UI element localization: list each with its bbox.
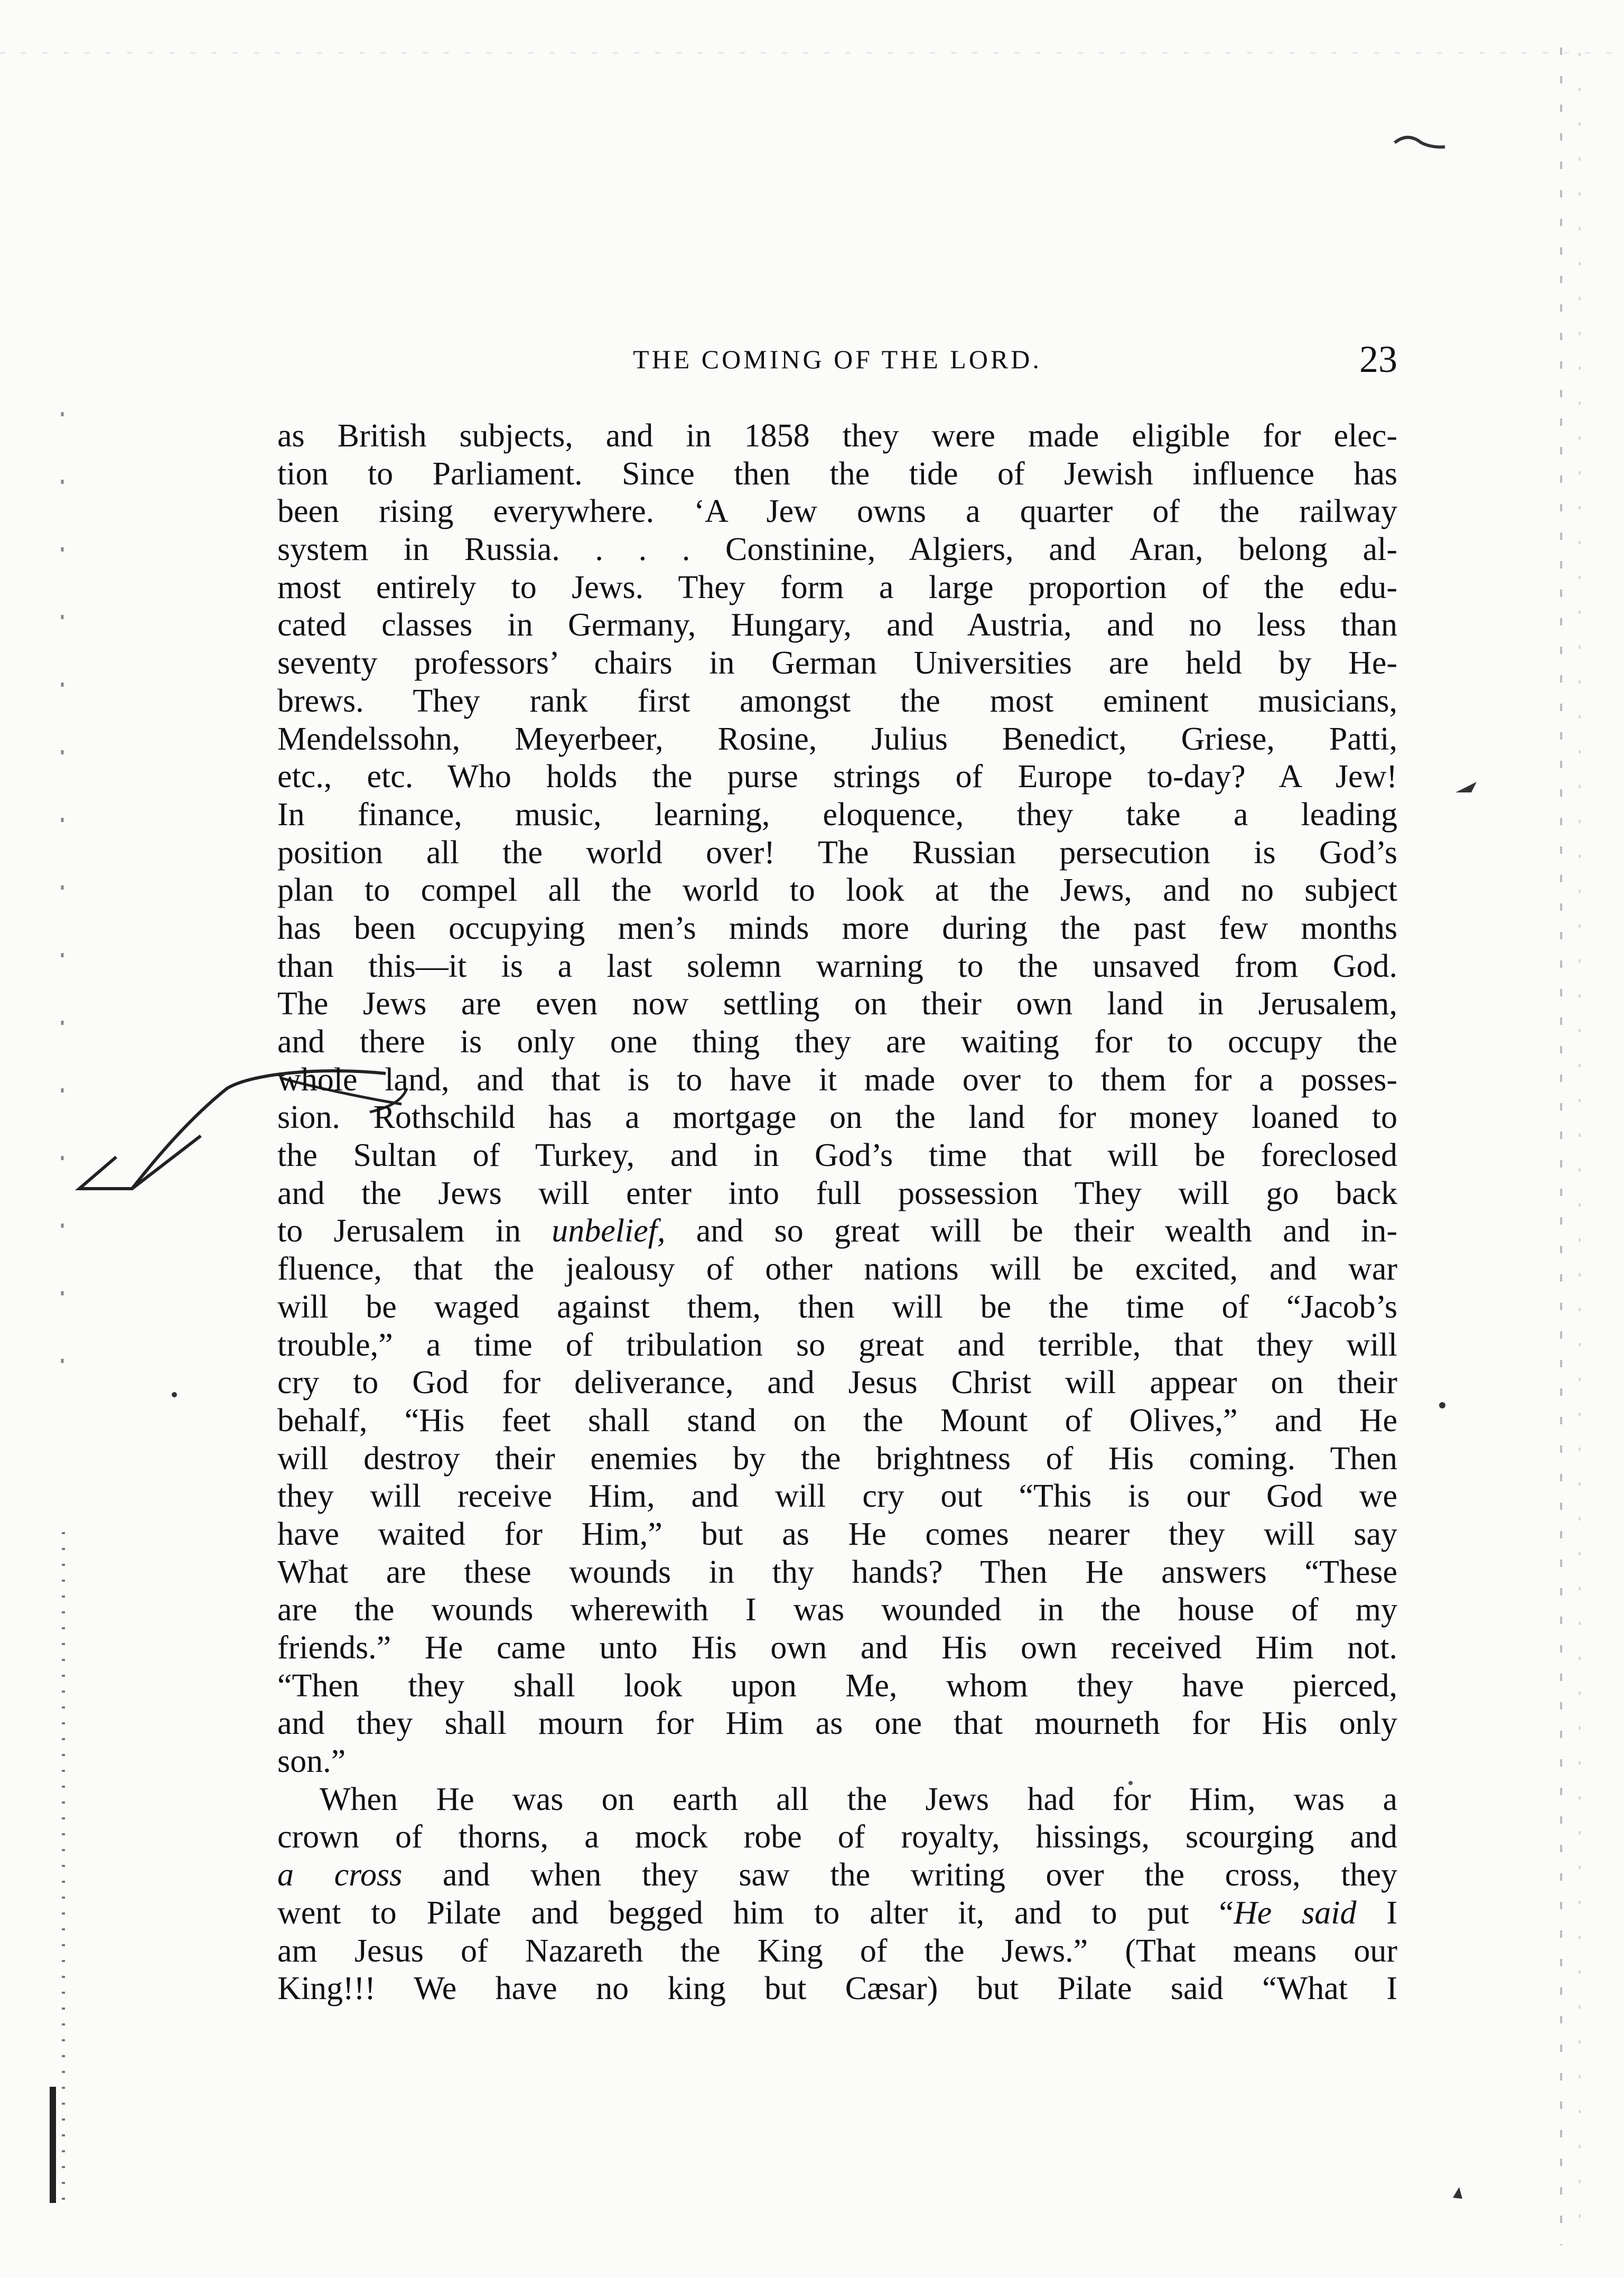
text-line: system in Russia. . . . Constinine, Algiers, and Aran, belong al- — [277, 531, 1397, 568]
page-number: 23 — [1359, 338, 1397, 380]
running-title: THE COMING OF THE LORD. — [633, 344, 1042, 374]
text-line: to Jerusalem in unbelief, and so great will be their wealth and in- — [277, 1213, 1397, 1249]
text-line: “Then they shall look upon Me, whom they have pierced, — [277, 1667, 1397, 1704]
text-line: King!!! We have no king but Cæsar) but Pilate said “What I — [277, 1971, 1397, 2007]
text-line: fluence, that the jealousy of other nations will be excited, and war — [277, 1251, 1397, 1287]
text-line: they will receive Him, and will cry out “This is our God we — [277, 1478, 1397, 1515]
body-text — [277, 417, 1397, 2008]
text-line: In finance, music, learning, eloquence, they take a leading — [277, 796, 1397, 833]
text-line: friends.” He came unto His own and His own received Him not. — [277, 1630, 1397, 1666]
text-line: will destroy their enemies by the brightness of His coming. Then — [277, 1440, 1397, 1477]
text-line: and they shall mourn for Him as one that mourneth for His only — [277, 1705, 1397, 1742]
text-line: position all the world over! The Russian persecution is God’s — [277, 834, 1397, 871]
text-line: the Sultan of Turkey, and in God’s time that will be foreclosed — [277, 1137, 1397, 1174]
text-line: brews. They rank first amongst the most eminent musicians, — [277, 683, 1397, 719]
text-line: When He was on earth all the Jews had for Him, was a — [320, 1781, 1397, 1817]
text-line: The Jews are even now settling on their own land in Jerusalem, — [277, 986, 1397, 1022]
text-line: most entirely to Jews. They form a large proportion of the edu- — [277, 569, 1397, 605]
text-line: etc., etc. Who holds the purse strings of Europe to-day? A Jew! — [277, 759, 1397, 795]
text-line: have waited for Him,” but as He comes nearer they will say — [277, 1516, 1397, 1552]
text-line: and there is only one thing they are waiting for to occupy the — [277, 1024, 1397, 1060]
text-line: whole land, and that is to have it made over to them for a posses- — [277, 1061, 1397, 1098]
text-line: went to Pilate and begged him to alter it, and to put “He said I — [277, 1894, 1397, 1931]
text-line: What are these wounds in thy hands? Then He answers “These — [277, 1554, 1397, 1590]
text-line: crown of thorns, a mock robe of royalty, hissings, scourging and — [277, 1819, 1397, 1855]
text-line: are the wounds wherewith I was wounded in the house of my — [277, 1592, 1397, 1628]
text-line: behalf, “His feet shall stand on the Mount of Olives,” and He — [277, 1402, 1397, 1439]
text-line: will be waged against them, then will be the time of “Jacob’s — [277, 1289, 1397, 1325]
text-line: cry to God for deliverance, and Jesus Christ will appear on their — [277, 1365, 1397, 1401]
text-line: than this—it is a last solemn warning to the unsaved from God. — [277, 948, 1397, 984]
text-line: sion. Rothschild has a mortgage on the land for money loaned to — [277, 1099, 1397, 1136]
text-line: plan to compel all the world to look at the Jews, and no subject — [277, 872, 1397, 909]
text-line: son.” — [277, 1743, 346, 1780]
text-line: am Jesus of Nazareth the King of the Jews.” (That means our — [277, 1932, 1397, 1969]
text-line: as British subjects, and in 1858 they were made eligible for elec- — [277, 418, 1397, 454]
text-line: Mendelssohn, Meyerbeer, Rosine, Julius Benedict, Griese, Patti, — [277, 721, 1397, 757]
text-line: and the Jews will enter into full possession They will go back — [277, 1175, 1397, 1211]
text-line: trouble,” a time of tribulation so great and terrible, that they will — [277, 1327, 1397, 1363]
text-line: tion to Parliament. Since then the tide of Jewish influence has — [277, 455, 1397, 492]
text-line: seventy professors’ chairs in German Universities are held by He- — [277, 645, 1397, 681]
text-line: been rising everywhere. ‘A Jew owns a quarter of the railway — [277, 493, 1397, 530]
text-line: a cross and when they saw the writing over the cross, they — [277, 1857, 1397, 1893]
text-line: cated classes in Germany, Hungary, and Austria, and no less than — [277, 607, 1397, 643]
text-line: has been occupying men’s minds more during the past few months — [277, 910, 1397, 946]
page-header — [277, 338, 1397, 380]
